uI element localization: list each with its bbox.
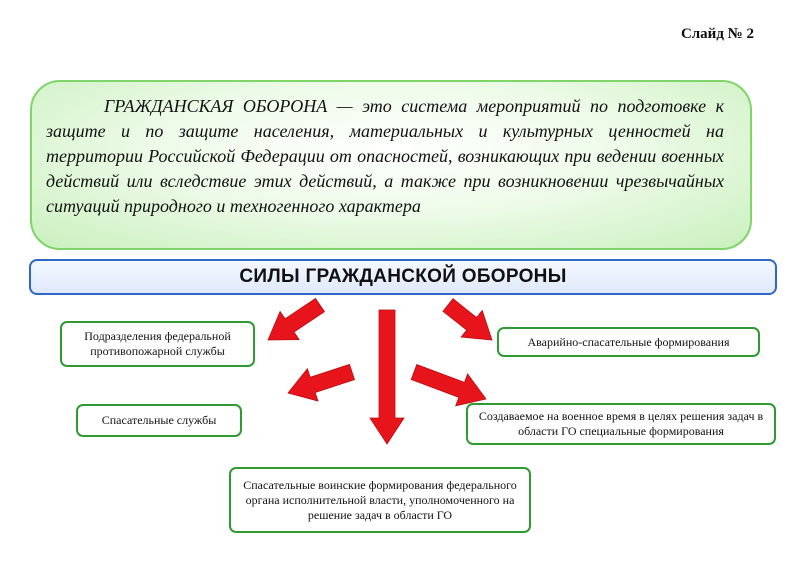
- emergency-units-box: [497, 327, 760, 357]
- arrow-to-special-units: [411, 365, 486, 406]
- definition-text: — это система мероприятий по подготовке к защите и по защите населения, материальных и культурных ценностей на территории Российской Федерации от опасностей, возникающих при ведении военных действий или вследствие этих действий, а также при возникновении чрезвычайных ситуаций природного и техногенного характера: [46, 96, 724, 216]
- fire-service-label: Подразделения федеральной противопожарной службы: [84, 329, 231, 358]
- arrow-to-emergency-units: [443, 299, 492, 340]
- military-units-label: Спасательные воинские формирования федерального органа исполнительной власти, уполномоченного на решение задач в области ГО: [243, 477, 517, 522]
- rescue-services-box: [76, 404, 242, 437]
- emergency-units-label: Аварийно-спасательные формирования: [527, 334, 730, 349]
- arrow-to-fire-service: [268, 298, 325, 340]
- arrow-to-rescue-services: [288, 364, 355, 401]
- fire-service-box: [60, 321, 255, 367]
- special-units-box: [466, 403, 776, 445]
- arrow-to-military-units: [370, 310, 404, 444]
- arrow-group: [268, 298, 492, 444]
- rescue-services-label: Спасательные службы: [101, 413, 217, 427]
- forces-title: СИЛЫ ГРАЖДАНСКОЙ ОБОРОНЫ: [29, 259, 777, 295]
- slide-number: Слайд № 2: [680, 26, 754, 42]
- military-units-box: [229, 467, 531, 533]
- special-units-label: Создаваемое на военное время в целях решения задач в области ГО специальные формирования: [478, 409, 764, 438]
- definition-term: ГРАЖДАНСКАЯ ОБОРОНА: [104, 96, 328, 116]
